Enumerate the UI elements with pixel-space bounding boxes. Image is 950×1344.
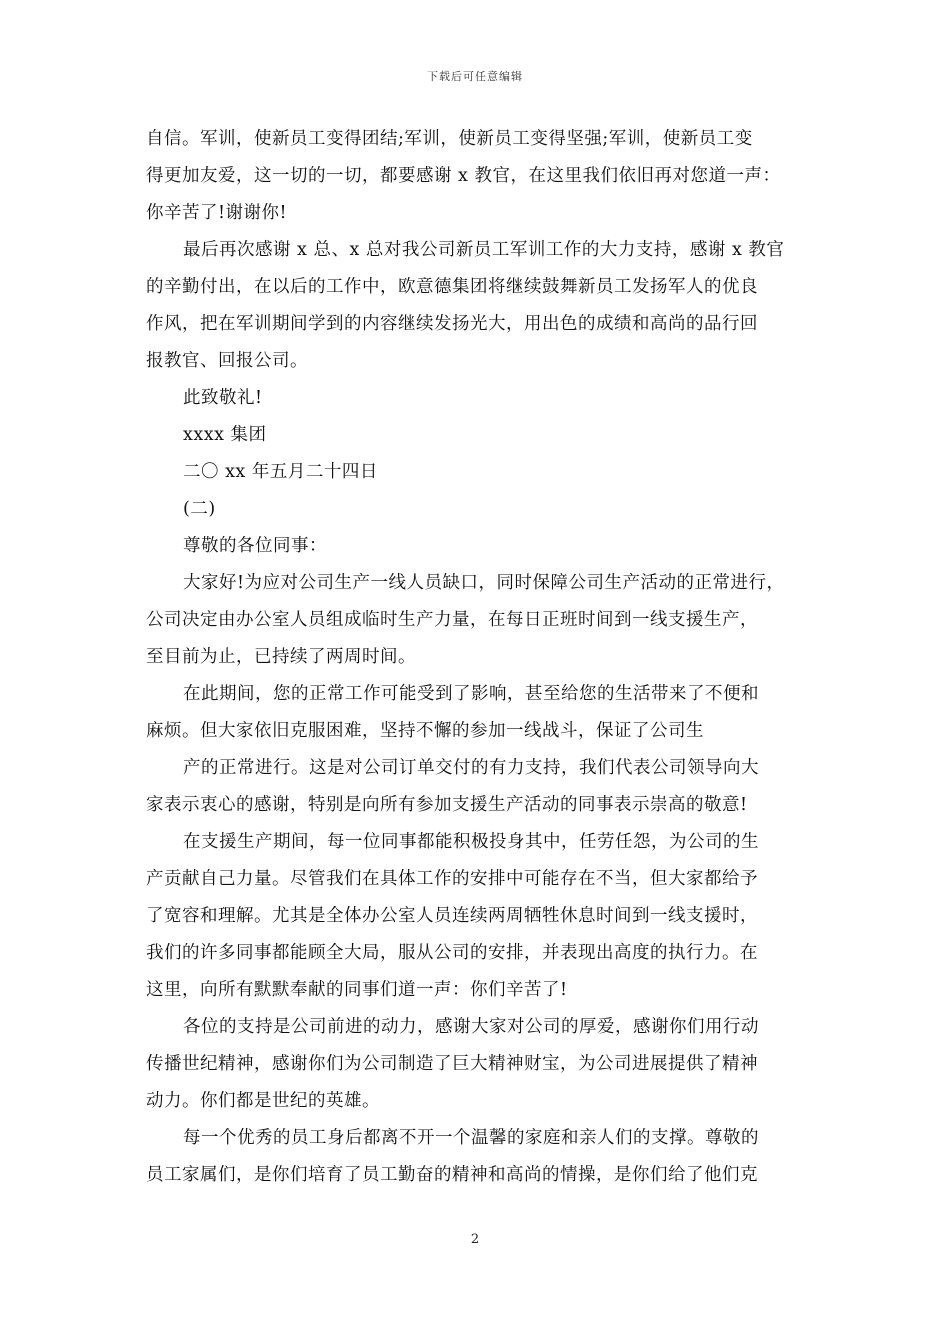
page-number: 2 xyxy=(470,1232,480,1247)
text-line: 我们的许多同事都能顾全大局，服从公司的安排，并表现出高度的执行力。在 xyxy=(146,943,758,963)
text-line: 自信。军训，使新员工变得团结;军训，使新员工变得坚强;军训，使新员工变 xyxy=(146,129,753,149)
text-line: 麻烦。但大家依旧克服困难，坚持不懈的参加一线战斗，保证了公司生 xyxy=(146,721,704,741)
text-line: 每一个优秀的员工身后都离不开一个温馨的家庭和亲人们的支撑。尊敬的 xyxy=(183,1128,759,1148)
text-line: 你辛苦了!谢谢你! xyxy=(146,203,288,223)
text-line: 得更加友爱，这一切的一切，都要感谢 x 教官，在这里我们依旧再对您道一声： xyxy=(146,166,781,186)
document-body xyxy=(146,121,810,1194)
text-line: 产贡献自己力量。尽管我们在具体工作的安排中可能存在不当，但大家都给予 xyxy=(146,869,758,889)
page-header: 下载后可任意编辑 xyxy=(427,70,523,83)
text-line: 了宽容和理解。尤其是全体办公室人员连续两周牺牲休息时间到一线支援时， xyxy=(146,906,758,926)
text-line: 在此期间，您的正常工作可能受到了影响，甚至给您的生活带来了不便和 xyxy=(183,684,759,704)
text-line: 报教官、回报公司。 xyxy=(146,351,308,371)
text-line: 最后再次感谢 x 总、x 总对我公司新员工军训工作的大力支持，感谢 x 教官 xyxy=(183,240,785,260)
text-line: 这里，向所有默默奉献的同事们道一声：你们辛苦了! xyxy=(146,980,568,1000)
text-line: 公司决定由办公室人员组成临时生产力量，在每日正班时间到一线支援生产， xyxy=(146,610,758,630)
text-line: 二〇 xx 年五月二十四日 xyxy=(183,462,378,482)
text-line: 在支援生产期间，每一位同事都能积极投身其中，任劳任怨，为公司的生 xyxy=(183,832,759,852)
text-line: 的辛勤付出，在以后的工作中，欧意德集团将继续鼓舞新员工发扬军人的优良 xyxy=(146,277,758,297)
text-line: xxxx 集团 xyxy=(183,425,267,445)
text-line: 至目前为止，已持续了两周时间。 xyxy=(146,647,416,667)
text-line: 传播世纪精神，感谢你们为公司制造了巨大精神财宝，为公司进展提供了精神 xyxy=(146,1054,758,1074)
text-line: 尊敬的各位同事： xyxy=(183,536,327,556)
text-line: (二) xyxy=(183,499,216,519)
text-line: 作风，把在军训期间学到的内容继续发扬光大，用出色的成绩和高尚的品行回 xyxy=(146,314,758,334)
text-line: 员工家属们，是你们培育了员工勤奋的精神和高尚的情操，是你们给了他们克 xyxy=(146,1165,758,1185)
text-line: 动力。你们都是世纪的英雄。 xyxy=(146,1091,380,1111)
text-line: 此致敬礼! xyxy=(183,388,263,408)
text-line: 各位的支持是公司前进的动力，感谢大家对公司的厚爱，感谢你们用行动 xyxy=(183,1017,759,1037)
text-line: 家表示衷心的感谢，特别是向所有参加支援生产活动的同事表示崇高的敬意! xyxy=(146,795,748,815)
text-line: 产的正常进行。这是对公司订单交付的有力支持，我们代表公司领导向大 xyxy=(183,758,759,778)
text-line: 大家好!为应对公司生产一线人员缺口，同时保障公司生产活动的正常进行， xyxy=(183,573,785,593)
